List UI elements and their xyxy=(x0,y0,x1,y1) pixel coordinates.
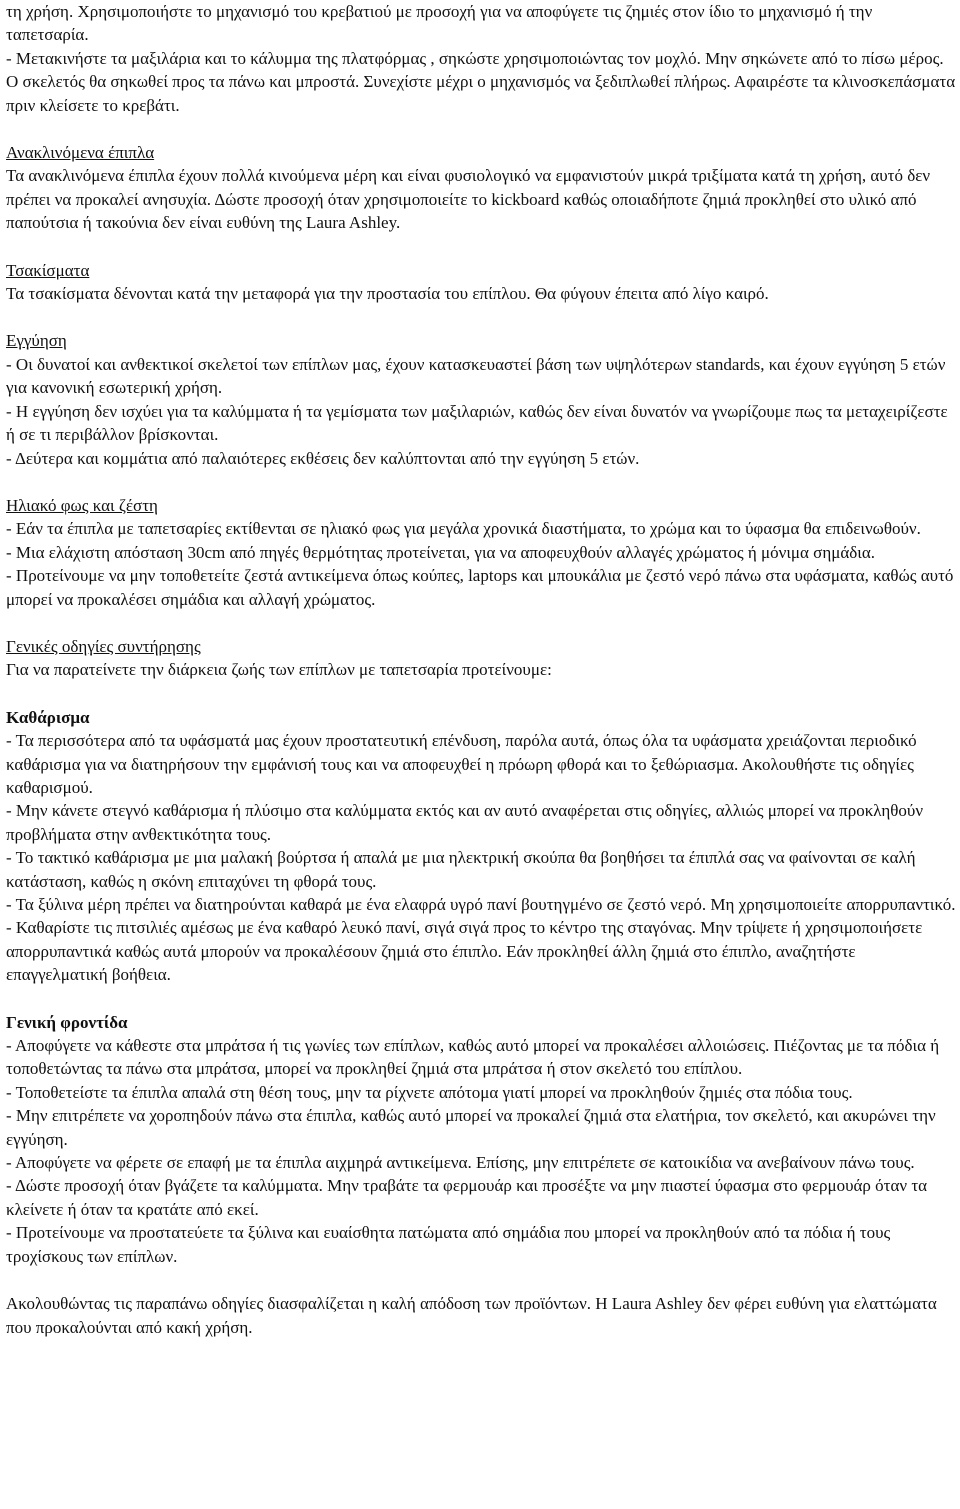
spacer xyxy=(6,470,956,494)
warranty-heading: Εγγύηση xyxy=(6,331,67,351)
sunlight-heading: Ηλιακό φως και ζέστη xyxy=(6,495,158,515)
care-line: - Αποφύγετε να φέρετε σε επαφή με τα έπιπλα αιχμηρά αντικείμενα. Επίσης, μην επιτρέπετε σε κατοικίδια να ανεβαίνουν πάνω τους. xyxy=(6,1153,915,1173)
intro-section xyxy=(6,0,956,117)
sunlight-line: - Εάν τα έπιπλα με ταπετσαρίες εκτίθενται σε ηλιακό φως για μεγάλα χρονικά διαστήματα, το χρώμα και το ύφασμα θα επιδεινωθούν. xyxy=(6,519,921,539)
cleaning-line: - Τα περισσότερα από τα υφάσματά μας έχουν προστατευτική επένδυση, παρόλα αυτά, όπως όλα τα υφάσματα χρειάζονται περιοδικό καθάρισμα για να διατηρήσουν την εμφάνισή τους και να αποφευχθεί η πρόωρη φθορά και το ξεθώριασμα. Ακολουθήστε τις οδηγίες καθαρισμού. xyxy=(6,731,917,797)
warranty-line: - Οι δυνατοί και ανθεκτικοί σκελετοί των επίπλων μας, έχουν κατασκευαστεί βάση των υψηλότερων standards, και έχουν εγγύηση 5 ετών για κανονική εσωτερική χρήση. xyxy=(6,354,946,398)
care-line: - Προτείνουμε να προστατεύετε τα ξύλινα και ευαίσθητα πατώματα από σημάδια που μπορεί να προκληθούν από τα πόδια ή τους τροχίσκους των επίπλων. xyxy=(6,1223,891,1266)
general-heading: Γενικές οδηγίες συντήρησης xyxy=(6,636,201,656)
warranty-line: - Δεύτερα και κομμάτια από παλαιότερες εκθέσεις δεν καλύπτονται από την εγγύηση 5 ετών. xyxy=(6,448,640,468)
cleaning-line: - Καθαρίστε τις πιτσιλιές αμέσως με ένα καθαρό λευκό πανί, σιγά σιγά προς το κέντρο της σταγόνας. Μην τρίψετε ή χρησιμοποιήσετε απορρυπαντικά καθώς αυτά μπορούν να προκαλέσουν ζημιά στο έπιπλο. Εάν προκληθεί άλλη ζημιά στο έπιπλο, αναζητήστε επαγγελματική βοήθεια. xyxy=(6,918,923,985)
recliners-line: Τα ανακλινόμενα έπιπλα έχουν πολλά κινούμενα μέρη και είναι φυσιολογικό να εμφανιστούν μικρά τριξίματα κατά τη χρήση, αυτό δεν πρέπει να προκαλεί ανησυχία. Δώστε προσοχή όταν χρησιμοποιείτε το kickboard καθώς οποιαδήποτε ζημιά προκληθεί στο υλικό από παπούτσια ή τακούνια δεν είναι ευθύνη της Laura Ashley. xyxy=(6,166,931,233)
spacer xyxy=(6,1268,956,1292)
sunlight-section xyxy=(6,494,956,611)
general-section xyxy=(6,635,956,682)
recliners-heading: Ανακλινόμενα έπιπλα xyxy=(6,143,155,163)
spacer xyxy=(6,611,956,635)
cleaning-heading: Καθάρισμα xyxy=(6,707,90,727)
sunlight-line: - Προτείνουμε να μην τοποθετείτε ζεστά αντικείμενα όπως κούπες, laptops και μπουκάλια με ζεστό νερό πάνω στα υφάσματα, καθώς αυτό μπορεί να προκαλέσει σημάδια και αλλαγή χρώματος. xyxy=(6,566,954,609)
creases-heading: Τσακίσματα xyxy=(6,260,90,280)
spacer xyxy=(6,987,956,1011)
spacer xyxy=(6,117,956,141)
recliners-section xyxy=(6,141,956,235)
cleaning-line: - Τα ξύλινα μέρη πρέπει να διατηρούνται καθαρά με ένα ελαφρά υγρό πανί βουτηγμένο σε ζεστό νερό. Μη χρησιμοποιείτε απορρυπαντικό. xyxy=(6,895,956,914)
spacer xyxy=(6,305,956,329)
care-line: - Δώστε προσοχή όταν βγάζετε τα καλύμματα. Μην τραβάτε τα φερμουάρ και προσέξτε να μην πιαστεί ύφασμα στο φερμουάρ όταν τα κλείνετε ή όταν τα κρατάτε από εκεί. xyxy=(6,1176,928,1219)
spacer xyxy=(6,682,956,706)
creases-line: Τα τσακίσματα δένονται κατά την μεταφορά για την προστασία του επίπλου. Θα φύγουν έπειτα από λίγο καιρό. xyxy=(6,284,769,304)
sunlight-line: - Μια ελάχιστη απόσταση 30cm από πηγές θερμότητας προτείνεται, για να αποφευχθούν αλλαγές χρώματος ή μόνιμα σημάδια. xyxy=(6,542,876,562)
warranty-line: - Η εγγύηση δεν ισχύει για τα καλύμματα ή τα γεμίσματα των μαξιλαριών, καθώς δεν είναι δυνατόν να γνωρίζουμε πως τα μεταχειρίζεστε ή σε τι περιβάλλον βρίσκονται. xyxy=(6,401,948,445)
care-line: - Τοποθετείστε τα έπιπλα απαλά στη θέση τους, μην τα ρίχνετε απότομα γιατί μπορεί να προκληθούν ζημιές στα πόδια τους. xyxy=(6,1082,853,1102)
intro-line: τη χρήση. Χρησιμοποιήστε το μηχανισμό του κρεβατιού με προσοχή για να αποφύγετε τις ζημιές στον ίδιο το μηχανισμό ή την ταπετσαρία. xyxy=(6,2,873,45)
general-line: Για να παρατείνετε την διάρκεια ζωής των επίπλων με ταπετσαρία προτείνουμε: xyxy=(6,660,552,680)
cleaning-section xyxy=(6,706,956,987)
warranty-section xyxy=(6,329,956,469)
spacer xyxy=(6,235,956,259)
care-section xyxy=(6,1011,956,1268)
cleaning-line: - Το τακτικό καθάρισμα με μια μαλακή βούρτσα ή απαλά με μια ηλεκτρική σκούπα θα βοηθήσει τα έπιπλά σας να φαίνονται σε καλή κατάσταση, καθώς η σκόνη επιταχύνει τη φθορά τους. xyxy=(6,848,916,891)
care-line: - Αποφύγετε να κάθεστε στα μπράτσα ή τις γωνίες των επίπλων, καθώς αυτό μπορεί να προκαλέσει αλλοιώσεις. Πιέζοντας με τα πόδια ή τοποθετώντας τα πάνω στα μπράτσα, μπορεί να προκληθεί ζημιά στα μπράτσα ή στον σκελετό του επίπλου. xyxy=(6,1036,940,1079)
cleaning-line: - Μην κάνετε στεγνό καθάρισμα ή πλύσιμο στα καλύμματα εκτός και αν αυτό αναφέρεται στις οδηγίες, αλλιώς μπορεί να προκληθούν προβλήματα στην ανθεκτικότητα τους. xyxy=(6,801,924,844)
intro-line: - Μετακινήστε τα μαξιλάρια και το κάλυμμα της πλατφόρμας , σηκώστε χρησιμοποιώντας τον μοχλό. Μην σηκώνετε από το πίσω μέρος. Ο σκελετός θα σηκωθεί προς τα πάνω και μπροστά. Συνεχίστε μέχρι ο μηχανισμός να ξεδιπλωθεί πλήρως. Αφαιρέστε τα κλινοσκεπάσματα πριν κλείσετε το κρεβάτι. xyxy=(6,48,956,115)
care-line: - Μην επιτρέπετε να χοροπηδούν πάνω στα έπιπλα, καθώς αυτό μπορεί να προκαλεί ζημιά στα ελατήρια, τον σκελετό, και ακυρώνει την εγγύηση. xyxy=(6,1106,936,1149)
care-heading: Γενική φροντίδα xyxy=(6,1012,128,1032)
creases-section xyxy=(6,259,956,306)
closing-section xyxy=(6,1292,956,1339)
closing-line: Ακολουθώντας τις παραπάνω οδηγίες διασφαλίζεται η καλή απόδοση των προϊόντων. Η Laura Ashley δεν φέρει ευθύνη για ελαττώματα που προκαλούνται από κακή χρήση. xyxy=(6,1294,937,1337)
